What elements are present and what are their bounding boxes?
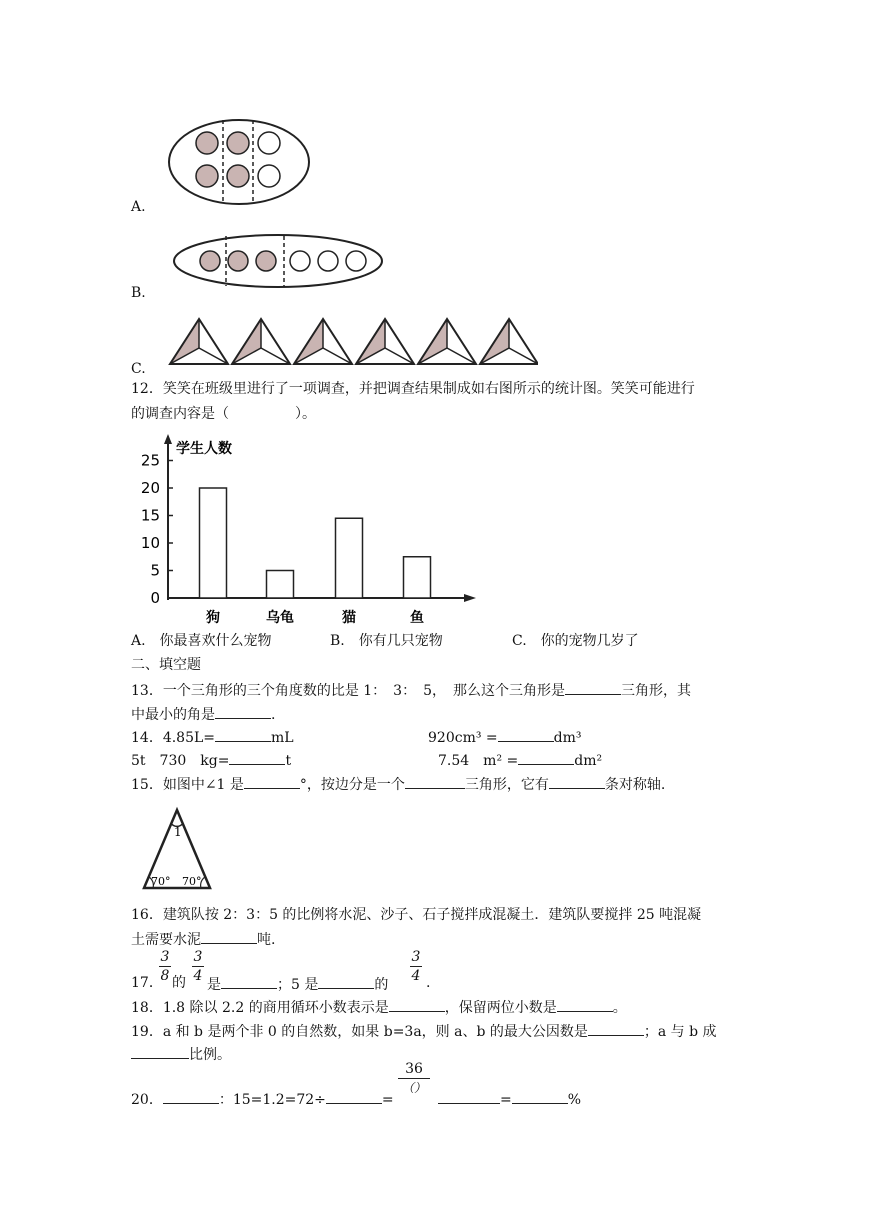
q17-prefix: 17． bbox=[131, 975, 163, 991]
option-c-label: C. bbox=[131, 361, 146, 377]
bar-狗 bbox=[200, 488, 227, 598]
right-angle-label: 70° bbox=[182, 875, 202, 888]
q20-text-3: = bbox=[381, 1092, 394, 1108]
triangle-shape bbox=[294, 319, 352, 364]
section-title: 二、填空题 bbox=[131, 657, 201, 673]
q17-text-4: 的 bbox=[374, 977, 389, 993]
q19-blank-1[interactable] bbox=[588, 1021, 644, 1036]
option-c-figure bbox=[168, 316, 538, 372]
q20-text-2: ：15=1.2=72÷ bbox=[218, 1092, 326, 1108]
angle-1-label: 1 bbox=[174, 825, 182, 839]
fraction-bar bbox=[398, 1078, 430, 1079]
x-category-label: 乌龟 bbox=[266, 610, 294, 626]
fraction-bar bbox=[410, 966, 422, 967]
q20-line bbox=[131, 1089, 394, 1109]
q19-text-3: 比例。 bbox=[189, 1047, 231, 1063]
q19-blank-2[interactable] bbox=[131, 1044, 189, 1059]
option-a-figure bbox=[165, 115, 315, 211]
triangle-shape bbox=[418, 319, 476, 364]
fraction-bar bbox=[159, 966, 171, 967]
q16-line2 bbox=[131, 929, 275, 949]
q18-line bbox=[131, 997, 627, 1017]
q17-f3-num: 3 bbox=[411, 949, 421, 965]
triangle-shape bbox=[170, 319, 228, 364]
q13-blank-1[interactable] bbox=[565, 680, 621, 695]
q20-blank-2[interactable] bbox=[326, 1089, 382, 1104]
q17-fraction-1 bbox=[159, 949, 171, 984]
q17-text-1: 的 bbox=[172, 975, 186, 991]
q14-blank-a[interactable] bbox=[215, 727, 271, 742]
triangle-shape bbox=[232, 319, 290, 364]
q13-text-4: . bbox=[271, 707, 276, 723]
q14-b bbox=[428, 727, 582, 747]
q13-text-3: 中最小的角是 bbox=[131, 707, 215, 723]
q13-line1 bbox=[131, 680, 691, 700]
q13-text: 13．一个三角形的三个角度数的比是 1： 3： 5， 那么这个三角形是 bbox=[131, 683, 565, 699]
q20-blank-4[interactable] bbox=[512, 1089, 568, 1104]
y-tick-label: 10 bbox=[140, 534, 160, 552]
q20-blank-3[interactable] bbox=[438, 1089, 500, 1104]
q14-d-pre: 7.54 m² = bbox=[438, 753, 519, 769]
q14-d bbox=[438, 750, 602, 770]
q17-line bbox=[207, 974, 388, 994]
q19-line2 bbox=[131, 1044, 231, 1064]
q17-text-2: 是 bbox=[207, 977, 221, 993]
q14-c-pre: 5t 730 kg= bbox=[131, 753, 230, 769]
q19-text-2: ；a 与 b 成 bbox=[643, 1024, 717, 1040]
option-b-label: B. bbox=[131, 285, 146, 301]
q14-a bbox=[131, 727, 294, 747]
q12-text-pre: 的调查内容是（ bbox=[131, 406, 229, 422]
q16-text: 土需要水泥 bbox=[131, 932, 201, 948]
q14-b-pre: 920cm³ = bbox=[428, 730, 498, 746]
q19-text-1: 19．a 和 b 是两个非 0 的自然数，如果 b=3a，则 a、b 的最大公因数是 bbox=[131, 1024, 588, 1040]
q15-blank-3[interactable] bbox=[549, 774, 605, 789]
q17-f1-num: 3 bbox=[160, 949, 170, 965]
q14-d-post: dm² bbox=[574, 753, 603, 769]
q12-option-b[interactable]: B. 你有几只宠物 bbox=[330, 633, 443, 649]
y-axis-arrow bbox=[164, 434, 172, 444]
y-tick-label: 0 bbox=[150, 589, 160, 607]
q13-blank-2[interactable] bbox=[215, 704, 271, 719]
chart-title: 学生人数 bbox=[176, 441, 232, 457]
q15-line bbox=[131, 774, 665, 794]
x-axis-arrow bbox=[464, 594, 476, 602]
q12-text-post: ）。 bbox=[295, 406, 316, 422]
q12-line2 bbox=[131, 404, 316, 423]
q15-text-1: 15．如图中∠1 是 bbox=[131, 777, 244, 793]
y-tick-label: 20 bbox=[140, 479, 160, 497]
q16-text-2: 吨. bbox=[257, 932, 276, 948]
q17-fraction-2 bbox=[192, 949, 204, 984]
q20-frac-den[interactable]: （） bbox=[401, 1081, 426, 1095]
q14-a-post: mL bbox=[271, 730, 294, 746]
q15-text-3: 三角形，它有 bbox=[464, 777, 549, 793]
q16-line1: 16．建筑队按 2：3：5 的比例将水泥、沙子、石子搅拌成混凝土．建筑队要搅拌 25 吨混凝 bbox=[131, 907, 702, 923]
bar-乌龟 bbox=[267, 571, 294, 599]
bar-猫 bbox=[336, 518, 363, 598]
x-category-label: 鱼 bbox=[410, 610, 424, 626]
q20-line-2 bbox=[438, 1089, 581, 1109]
q17-blank-1[interactable] bbox=[221, 974, 277, 989]
q14-blank-d[interactable] bbox=[518, 750, 574, 765]
q15-blank-1[interactable] bbox=[244, 774, 300, 789]
y-tick-label: 15 bbox=[140, 506, 160, 525]
q20-fraction bbox=[398, 1061, 430, 1096]
q17-f3-den: 4 bbox=[411, 968, 421, 984]
option-b-figure bbox=[170, 232, 388, 296]
q15-text-2: °，按边分是一个 bbox=[299, 777, 405, 793]
q15-text-4: 条对称轴. bbox=[604, 777, 666, 793]
q12-answer-blank[interactable] bbox=[229, 404, 295, 418]
triangle-shape bbox=[356, 319, 414, 364]
option-a-label: A. bbox=[131, 199, 146, 215]
q17-end: . bbox=[426, 975, 431, 991]
q20-frac-num: 36 bbox=[405, 1061, 423, 1077]
bar-chart bbox=[130, 434, 480, 633]
q17-f2-num: 3 bbox=[193, 949, 203, 965]
q18-text-3: 。 bbox=[612, 1000, 627, 1016]
q18-blank-1[interactable] bbox=[389, 997, 445, 1012]
fraction-bar bbox=[192, 966, 204, 967]
q20-text-1: 20． bbox=[131, 1092, 163, 1108]
q17-f1-den: 8 bbox=[160, 968, 170, 984]
q13-line2 bbox=[131, 704, 275, 724]
q20-text-4: = bbox=[500, 1092, 512, 1108]
triangle-figure bbox=[138, 802, 216, 898]
q17-text-3: ；5 是 bbox=[277, 977, 319, 993]
q19-line1 bbox=[131, 1021, 717, 1041]
q16-blank[interactable] bbox=[201, 929, 257, 944]
triangle-shape bbox=[480, 319, 538, 364]
q14-b-post: dm³ bbox=[553, 730, 582, 746]
y-tick-label: 5 bbox=[150, 561, 160, 580]
x-category-label: 狗 bbox=[206, 610, 220, 626]
q18-text-2: ，保留两位小数是 bbox=[444, 1000, 557, 1016]
q18-text-1: 18．1.8 除以 2.2 的商用循环小数表示是 bbox=[131, 1000, 389, 1016]
q12-line1: 12．笑笑在班级里进行了一项调查，并把调查结果制成如右图所示的统计图。笑笑可能进行 bbox=[131, 381, 695, 397]
bar-chart-svg bbox=[130, 434, 480, 629]
x-category-label: 猫 bbox=[342, 610, 356, 626]
q12-option-c[interactable]: C. 你的宠物几岁了 bbox=[512, 633, 639, 649]
q17-blank-2[interactable] bbox=[318, 974, 374, 989]
q14-a-pre: 14．4.85L= bbox=[131, 730, 216, 746]
y-tick-label: 25 bbox=[140, 451, 160, 470]
bar-鱼 bbox=[404, 557, 431, 598]
q14-blank-b[interactable] bbox=[498, 727, 554, 742]
q20-text-5: % bbox=[567, 1092, 582, 1108]
q14-c bbox=[131, 750, 291, 770]
q15-blank-2[interactable] bbox=[405, 774, 465, 789]
left-angle-label: 70° bbox=[151, 875, 171, 888]
q13-text-2: 三角形，其 bbox=[621, 683, 691, 699]
q12-option-a[interactable]: A. 你最喜欢什么宠物 bbox=[131, 633, 272, 649]
q18-blank-2[interactable] bbox=[557, 997, 613, 1012]
q14-c-post: t bbox=[285, 753, 292, 769]
q17-f2-den: 4 bbox=[193, 968, 203, 984]
q20-blank-1[interactable] bbox=[163, 1089, 219, 1104]
q14-blank-c[interactable] bbox=[229, 750, 285, 765]
q17-fraction-3 bbox=[410, 949, 422, 984]
